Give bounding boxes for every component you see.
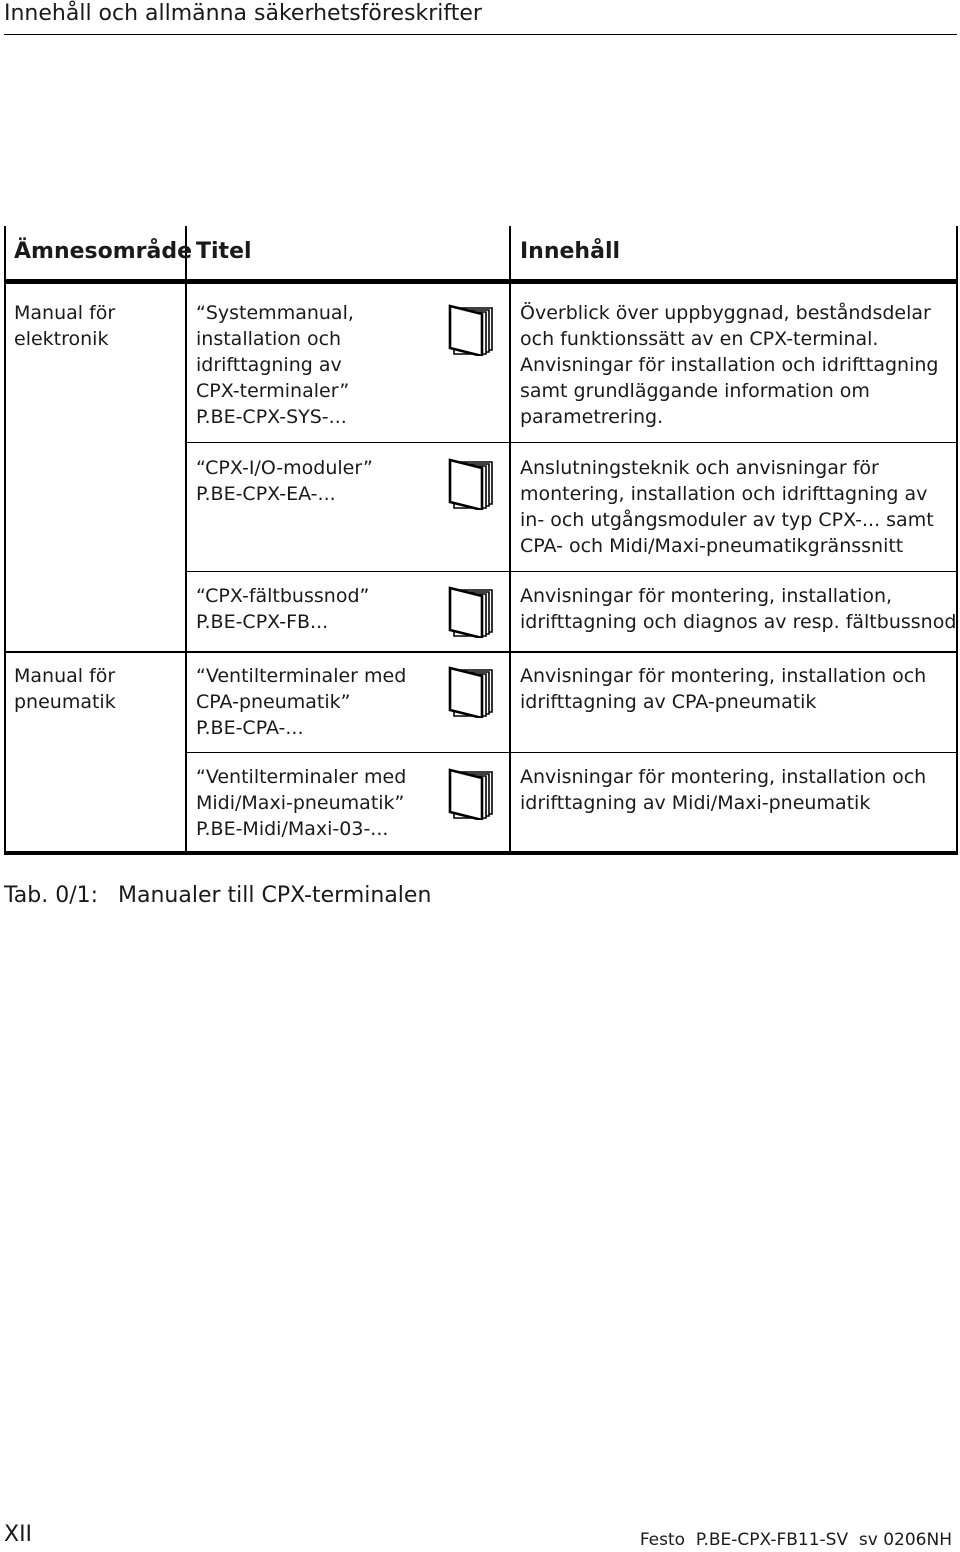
area-line: Manual för: [14, 665, 116, 687]
content-line: parametrering.: [520, 406, 664, 428]
content-line: och funktionssätt av en CPX-terminal.: [520, 328, 879, 350]
title-line: P.BE-CPX-FB...: [196, 611, 329, 633]
caption-text: Manualer till CPX-terminalen: [118, 883, 432, 908]
title-line: P.BE-CPA-...: [196, 717, 304, 739]
content-line: Anslutningsteknik och anvisningar för: [520, 457, 879, 479]
content-cell: [520, 583, 956, 635]
content-cell: [520, 663, 926, 715]
content-line: idrifttagning av Midi/Maxi-pneumatik: [520, 792, 871, 814]
content-line: CPA- och Midi/Maxi-pneumatikgränssnitt: [520, 535, 904, 557]
title-line: P.BE-CPX-EA-...: [196, 483, 336, 505]
header-title: Titel: [196, 239, 252, 264]
area-line: Manual för: [14, 302, 116, 324]
title-line: “Ventilterminaler med: [196, 665, 407, 687]
title-cell: [196, 300, 354, 430]
area-line: elektronik: [14, 328, 109, 350]
title-line: P.BE-CPX-SYS-...: [196, 406, 347, 428]
title-line: “CPX-I/O-moduler”: [196, 457, 373, 479]
table-border-right: [956, 226, 958, 854]
page-number: XII: [4, 1522, 33, 1547]
title-line: installation och: [196, 328, 342, 350]
table-divider-1: [185, 226, 187, 854]
content-line: idrifttagning av CPA-pneumatik: [520, 691, 817, 713]
content-line: samt grundläggande information om: [520, 380, 870, 402]
title-cell: [196, 455, 373, 507]
header-content: Innehåll: [520, 239, 621, 264]
table-divider-2: [509, 226, 511, 854]
title-line: idrifttagning av: [196, 354, 342, 376]
table-bottom: [4, 851, 958, 855]
header-separator: [4, 279, 958, 284]
manual-book-icon: [448, 666, 494, 718]
table-caption: [4, 882, 431, 910]
manual-book-icon: [448, 304, 494, 356]
row-separator: [186, 571, 957, 572]
header-rule: [4, 34, 957, 35]
area-pneumatics: [14, 663, 116, 715]
title-line: CPA-pneumatik”: [196, 691, 351, 713]
content-line: in- och utgångsmoduler av typ CPX-... samt: [520, 509, 934, 531]
content-cell: [520, 300, 938, 430]
title-line: P.BE-Midi/Maxi-03-...: [196, 818, 389, 840]
content-line: Anvisningar för installation och idrifttagning: [520, 354, 939, 376]
content-line: Anvisningar för montering, installation,: [520, 585, 893, 607]
content-line: Överblick över uppbyggnad, beståndsdelar: [520, 302, 931, 324]
content-line: Anvisningar för montering, installation och: [520, 766, 927, 788]
content-cell: [520, 764, 926, 816]
area-electronics: [14, 300, 115, 352]
title-line: “Ventilterminaler med: [196, 766, 407, 788]
header-subject-area: Ämnesområde: [14, 239, 193, 264]
manual-book-icon: [448, 586, 494, 638]
group-separator: [4, 651, 958, 653]
title-cell: [196, 583, 369, 635]
content-line: Anvisningar för montering, installation och: [520, 665, 927, 687]
section-header: Innehåll och allmänna säkerhetsföreskrifter: [4, 1, 482, 26]
document-reference: Festo P.BE-CPX-FB11-SV sv 0206NH: [639, 1530, 952, 1550]
content-line: montering, installation och idrifttagning av: [520, 483, 928, 505]
title-cell: [196, 663, 406, 741]
title-line: CPX-terminaler”: [196, 380, 350, 402]
table-border-left: [4, 226, 6, 854]
manual-book-icon: [448, 768, 494, 820]
row-separator: [186, 442, 957, 443]
content-line: idrifttagning och diagnos av resp. fältbussnod: [520, 611, 957, 633]
manual-book-icon: [448, 458, 494, 510]
title-cell: [196, 764, 406, 842]
area-line: pneumatik: [14, 691, 116, 713]
title-line: “Systemmanual,: [196, 302, 354, 324]
title-line: Midi/Maxi-pneumatik”: [196, 792, 405, 814]
title-line: “CPX-fältbussnod”: [196, 585, 370, 607]
content-cell: [520, 455, 934, 559]
caption-label: Tab. 0/1:: [4, 883, 99, 908]
row-separator: [186, 752, 957, 753]
